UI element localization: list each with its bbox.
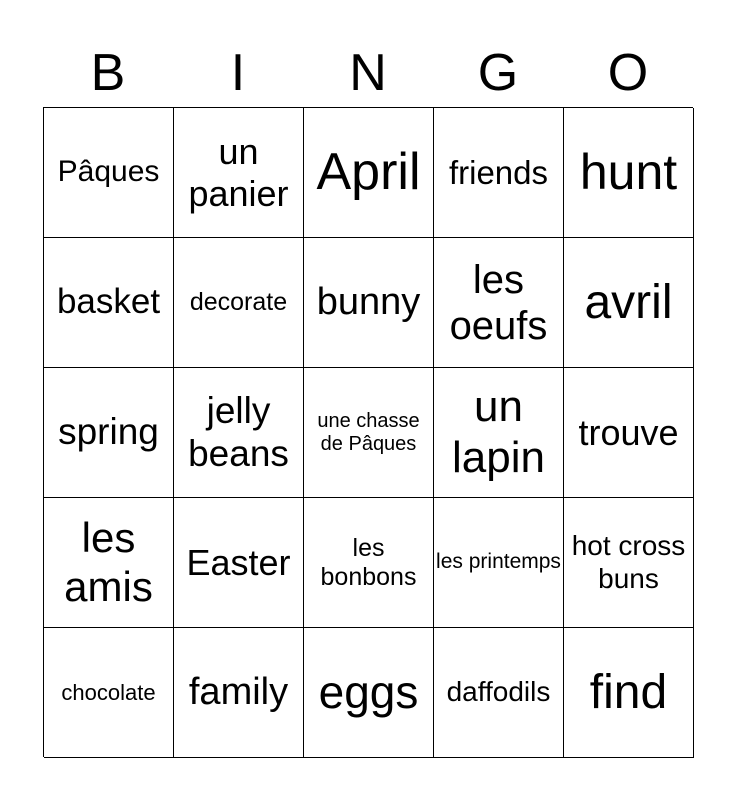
bingo-cell-label: chocolate bbox=[61, 679, 156, 705]
bingo-cell-label: les bonbons bbox=[320, 533, 417, 591]
bingo-grid bbox=[43, 107, 693, 757]
bingo-cell-label: decorate bbox=[189, 288, 288, 317]
bingo-cell[interactable] bbox=[174, 628, 304, 758]
bingo-cell[interactable] bbox=[434, 368, 564, 498]
bingo-cell[interactable] bbox=[44, 108, 174, 238]
bingo-cell-label: bunny bbox=[316, 280, 421, 323]
bingo-cell[interactable] bbox=[174, 108, 304, 238]
bingo-cell-label: hunt bbox=[579, 143, 678, 200]
bingo-cell[interactable] bbox=[174, 238, 304, 368]
header-letter-n: N bbox=[349, 44, 387, 102]
bingo-cell[interactable] bbox=[44, 498, 174, 628]
bingo-cell-label: friends bbox=[448, 153, 549, 191]
header-letter-g: G bbox=[477, 44, 519, 102]
bingo-cell-label: les oeufs bbox=[449, 257, 548, 348]
bingo-cell[interactable] bbox=[564, 498, 694, 628]
bingo-cell[interactable] bbox=[304, 628, 434, 758]
bingo-cell-label: daffodils bbox=[446, 676, 551, 708]
bingo-cell-label: hot cross buns bbox=[571, 530, 686, 594]
bingo-cell-label: un lapin bbox=[452, 381, 545, 482]
bingo-cell-label: un panier bbox=[188, 131, 289, 214]
bingo-cell-label: trouve bbox=[578, 411, 679, 453]
bingo-cell-label: Pâques bbox=[57, 155, 160, 189]
bingo-cell[interactable] bbox=[564, 368, 694, 498]
bingo-cell-label: Easter bbox=[186, 541, 291, 583]
bingo-cell-label: une chasse de Pâques bbox=[317, 409, 420, 455]
bingo-cell[interactable] bbox=[174, 368, 304, 498]
header-letter-o: O bbox=[607, 44, 649, 102]
bingo-cell[interactable] bbox=[44, 238, 174, 368]
bingo-header bbox=[43, 38, 693, 108]
bingo-cell-label: April bbox=[316, 142, 421, 201]
bingo-cell-label: avril bbox=[584, 275, 673, 329]
bingo-cell-label: jelly beans bbox=[188, 389, 289, 474]
bingo-cell[interactable] bbox=[44, 368, 174, 498]
bingo-cell-label: les printemps bbox=[436, 550, 561, 574]
bingo-cell[interactable] bbox=[44, 628, 174, 758]
header-letter-i: I bbox=[230, 44, 246, 102]
bingo-cell-label: basket bbox=[56, 282, 161, 322]
bingo-cell-label: eggs bbox=[318, 666, 419, 719]
bingo-cell[interactable] bbox=[434, 108, 564, 238]
bingo-cell[interactable] bbox=[174, 498, 304, 628]
bingo-cell-label: spring bbox=[58, 411, 159, 453]
bingo-cell[interactable] bbox=[304, 108, 434, 238]
bingo-cell-label: les amis bbox=[64, 514, 153, 610]
bingo-cell[interactable] bbox=[434, 238, 564, 368]
bingo-cell[interactable] bbox=[564, 628, 694, 758]
bingo-cell[interactable] bbox=[304, 498, 434, 628]
bingo-cell[interactable] bbox=[434, 628, 564, 758]
bingo-cell[interactable] bbox=[564, 238, 694, 368]
bingo-cell[interactable] bbox=[564, 108, 694, 238]
bingo-cell[interactable] bbox=[434, 498, 564, 628]
bingo-cell[interactable] bbox=[304, 368, 434, 498]
bingo-cell-label: find bbox=[589, 665, 668, 719]
bingo-cell-label: family bbox=[188, 670, 289, 713]
bingo-cell[interactable] bbox=[304, 238, 434, 368]
header-letter-b: B bbox=[90, 44, 126, 102]
